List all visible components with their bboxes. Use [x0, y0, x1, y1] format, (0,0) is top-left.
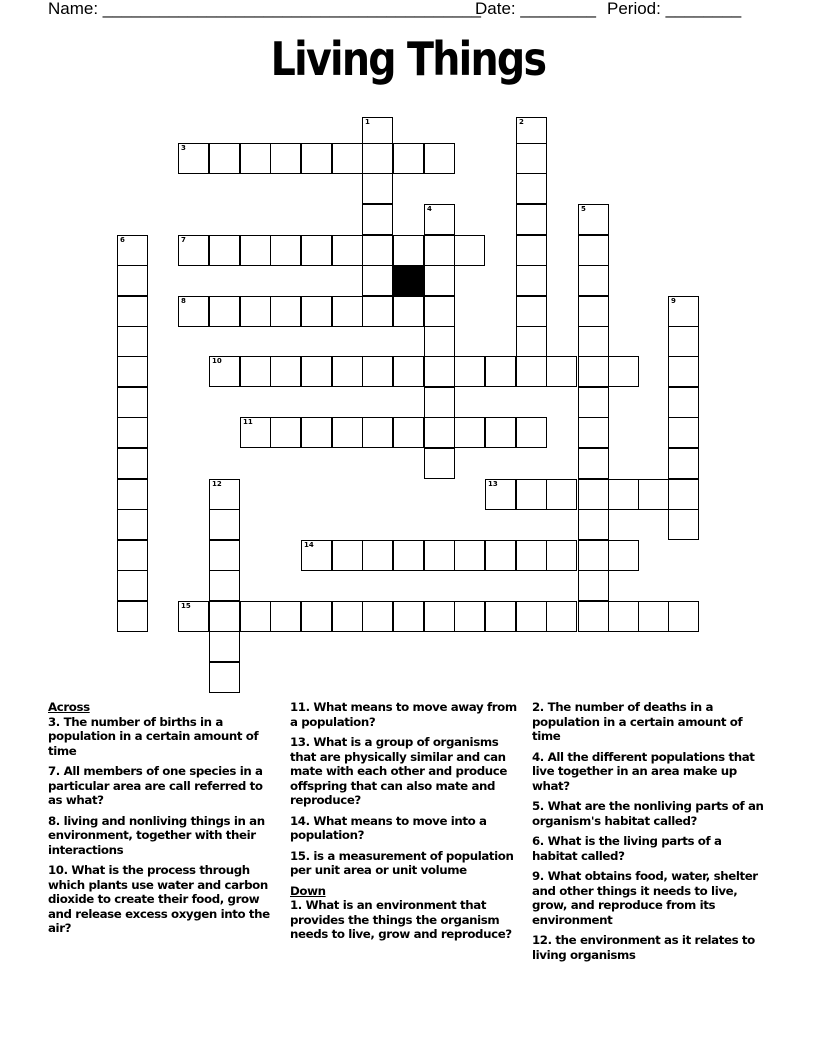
grid-cell[interactable] [485, 356, 516, 387]
grid-cell[interactable] [117, 356, 148, 387]
grid-cell[interactable] [424, 540, 455, 571]
clue-item-number: 7. [48, 764, 64, 778]
grid-cell[interactable] [332, 143, 363, 174]
clue-number: 5 [581, 205, 586, 213]
clue-number: 15 [181, 602, 191, 610]
clue-item-number: 6. [532, 834, 548, 848]
clue-item-text: All the different populations that live together in an area make up what? [532, 749, 755, 793]
grid-cell[interactable] [516, 601, 547, 632]
clue-item-number: 3. [48, 714, 64, 729]
clue-item [290, 700, 522, 729]
grid-cell[interactable] [454, 417, 485, 448]
grid-cell[interactable] [117, 387, 148, 418]
grid-cell[interactable] [332, 235, 363, 266]
grid-cell[interactable] [178, 296, 209, 327]
clue-number: 4 [427, 205, 432, 213]
grid-cell[interactable] [117, 265, 148, 296]
grid-cell[interactable] [668, 479, 699, 510]
clue-item-number: 9. [532, 869, 548, 883]
grid-cell[interactable] [332, 296, 363, 327]
grid-cell[interactable] [578, 417, 609, 448]
grid-cell[interactable] [578, 326, 609, 357]
grid-cell[interactable] [178, 601, 209, 632]
grid-cell[interactable] [301, 540, 332, 571]
grid-cell[interactable] [332, 356, 363, 387]
clue-item-number: 5. [532, 799, 548, 813]
grid-cell[interactable] [516, 296, 547, 327]
grid-cell[interactable] [485, 540, 516, 571]
clue-item [290, 849, 522, 878]
grid-cell[interactable] [668, 448, 699, 479]
clue-item [48, 764, 280, 808]
grid-cell[interactable] [270, 235, 301, 266]
grid-cell[interactable] [516, 479, 547, 510]
clue-item [532, 700, 764, 744]
clue-item-number: 11. [290, 700, 314, 714]
grid-cell[interactable] [270, 601, 301, 632]
clue-number: 14 [304, 541, 314, 549]
clue-item-text: What are the nonliving parts of an organism's habitat called? [532, 799, 764, 828]
clue-item-text: The number of deaths in a population in a certain amount of time [532, 700, 743, 743]
clue-item-text: What means to move into a population? [290, 813, 487, 842]
grid-cell[interactable] [240, 601, 271, 632]
grid-cell[interactable] [332, 601, 363, 632]
across-clue-list-continued [290, 700, 522, 878]
grid-cell[interactable] [638, 601, 669, 632]
grid-cell[interactable] [393, 356, 424, 387]
grid-cell[interactable] [516, 326, 547, 357]
clue-number: 12 [212, 480, 222, 488]
grid-cell[interactable] [393, 601, 424, 632]
across-clue-list [48, 715, 280, 936]
clue-item-text: What obtains food, water, shelter and other things it needs to live, grow, and reproduce from its environment [532, 869, 758, 927]
clue-item-number: 14. [290, 813, 314, 828]
grid-cell[interactable] [301, 143, 332, 174]
grid-cell[interactable] [209, 570, 240, 601]
grid-cell[interactable] [546, 601, 577, 632]
grid-cell[interactable] [117, 601, 148, 632]
grid-cell[interactable] [424, 417, 455, 448]
date-field-label[interactable]: Date: ________ [475, 0, 596, 18]
grid-cell[interactable] [209, 509, 240, 540]
grid-cell-blocked [393, 265, 424, 296]
grid-cell[interactable] [301, 601, 332, 632]
grid-cell[interactable] [362, 265, 393, 296]
grid-cell[interactable] [608, 540, 639, 571]
clue-item-number: 15. [290, 848, 314, 863]
grid-cell[interactable] [516, 417, 547, 448]
grid-cell[interactable] [516, 265, 547, 296]
clues-column-1 [48, 700, 280, 942]
grid-cell[interactable] [362, 235, 393, 266]
grid-cell[interactable] [362, 356, 393, 387]
clue-item [290, 735, 522, 808]
grid-cell[interactable] [117, 509, 148, 540]
grid-cell[interactable] [117, 417, 148, 448]
clue-number: 7 [181, 236, 186, 244]
grid-cell[interactable] [209, 631, 240, 662]
grid-cell[interactable] [301, 235, 332, 266]
clue-item-text: What is the living parts of a habitat called? [532, 834, 722, 863]
grid-cell[interactable] [454, 235, 485, 266]
grid-cell[interactable] [362, 296, 393, 327]
grid-cell[interactable] [424, 356, 455, 387]
grid-cell[interactable] [240, 417, 271, 448]
down-clue-list [290, 898, 522, 942]
clue-number: 13 [488, 480, 498, 488]
clue-item [532, 933, 764, 962]
clue-number: 3 [181, 144, 186, 152]
clue-item-text: What means to move away from a population? [290, 700, 517, 729]
grid-cell[interactable] [117, 540, 148, 571]
grid-cell[interactable] [578, 601, 609, 632]
grid-cell[interactable] [485, 601, 516, 632]
grid-cell[interactable] [424, 265, 455, 296]
clue-number: 6 [120, 236, 125, 244]
grid-cell[interactable] [209, 235, 240, 266]
grid-cell[interactable] [485, 479, 516, 510]
grid-cell[interactable] [516, 143, 547, 174]
grid-cell[interactable] [608, 356, 639, 387]
grid-cell[interactable] [362, 540, 393, 571]
grid-cell[interactable] [393, 417, 424, 448]
grid-cell[interactable] [178, 235, 209, 266]
clue-item-text: is a measurement of population per unit area or unit volume [290, 848, 514, 877]
grid-cell[interactable] [516, 204, 547, 235]
grid-cell[interactable] [578, 509, 609, 540]
grid-cell[interactable] [117, 326, 148, 357]
grid-cell[interactable] [668, 387, 699, 418]
grid-cell[interactable] [240, 143, 271, 174]
clue-number: 10 [212, 357, 222, 365]
period-field-label[interactable]: Period: ________ [607, 0, 742, 18]
clue-item [48, 715, 280, 759]
grid-cell[interactable] [240, 356, 271, 387]
grid-cell[interactable] [516, 356, 547, 387]
down-heading: Down [290, 883, 326, 898]
clue-item [48, 863, 280, 936]
clue-item-text: The number of births in a population in a certain amount of time [48, 714, 259, 758]
grid-cell[interactable] [578, 540, 609, 571]
clue-number: 8 [181, 297, 186, 305]
clues-column-2 [290, 700, 522, 948]
grid-cell[interactable] [516, 173, 547, 204]
grid-cell[interactable] [578, 204, 609, 235]
grid-cell[interactable] [117, 448, 148, 479]
grid-cell[interactable] [424, 387, 455, 418]
grid-cell[interactable] [424, 235, 455, 266]
clue-item [290, 814, 522, 843]
clue-number: 11 [243, 418, 253, 426]
grid-cell[interactable] [362, 143, 393, 174]
grid-cell[interactable] [301, 356, 332, 387]
grid-cell[interactable] [454, 601, 485, 632]
grid-cell[interactable] [668, 509, 699, 540]
grid-cell[interactable] [638, 479, 669, 510]
grid-cell[interactable] [362, 204, 393, 235]
grid-cell[interactable] [516, 540, 547, 571]
grid-cell[interactable] [332, 417, 363, 448]
grid-cell[interactable] [578, 448, 609, 479]
clue-item-number: 4. [532, 749, 548, 764]
grid-cell[interactable] [668, 601, 699, 632]
grid-cell[interactable] [393, 296, 424, 327]
grid-cell[interactable] [393, 235, 424, 266]
grid-cell[interactable] [209, 479, 240, 510]
clue-item [532, 750, 764, 794]
grid-cell[interactable] [209, 540, 240, 571]
grid-cell[interactable] [608, 479, 639, 510]
grid-cell[interactable] [209, 662, 240, 693]
grid-cell[interactable] [578, 356, 609, 387]
grid-cell[interactable] [424, 143, 455, 174]
clue-item-text: All members of one species in a particular area are call referred to as what? [48, 764, 263, 807]
clue-item-text: living and nonliving things in an environment, together with their interactions [48, 813, 265, 857]
clue-item-text: What is a group of organisms that are physically similar and can mate with each other and produce offspring that can also mate and reproduce? [290, 735, 507, 807]
grid-cell[interactable] [516, 235, 547, 266]
grid-cell[interactable] [117, 479, 148, 510]
down-clue-list-continued [532, 700, 764, 962]
grid-cell[interactable] [578, 296, 609, 327]
grid-cell[interactable] [178, 143, 209, 174]
clue-item [532, 834, 764, 863]
grid-cell[interactable] [393, 540, 424, 571]
grid-cell[interactable] [668, 356, 699, 387]
clue-item [290, 898, 522, 942]
grid-cell[interactable] [578, 570, 609, 601]
page-title: Living Things [270, 32, 546, 86]
grid-cell[interactable] [424, 296, 455, 327]
grid-cell[interactable] [117, 235, 148, 266]
clue-number: 2 [519, 118, 524, 126]
grid-cell[interactable] [270, 417, 301, 448]
clue-item-text: the environment as it relates to living organisms [532, 933, 755, 962]
clue-item-text: What is the process through which plants use water and carbon dioxide to create their food, grow and release excess oxygen into the air? [48, 863, 270, 935]
grid-cell[interactable] [578, 235, 609, 266]
grid-cell[interactable] [301, 417, 332, 448]
grid-cell[interactable] [546, 540, 577, 571]
grid-cell[interactable] [424, 326, 455, 357]
grid-cell[interactable] [424, 204, 455, 235]
grid-cell[interactable] [578, 265, 609, 296]
grid-cell[interactable] [301, 296, 332, 327]
grid-cell[interactable] [209, 356, 240, 387]
clue-item-number: 8. [48, 813, 64, 828]
clue-item-number: 10. [48, 863, 72, 877]
grid-cell[interactable] [485, 417, 516, 448]
across-heading: Across [48, 700, 90, 714]
grid-cell[interactable] [209, 296, 240, 327]
grid-cell[interactable] [270, 143, 301, 174]
clue-item [48, 814, 280, 858]
clue-number: 9 [671, 297, 676, 305]
grid-cell[interactable] [240, 296, 271, 327]
grid-cell[interactable] [117, 296, 148, 327]
grid-cell[interactable] [578, 479, 609, 510]
grid-cell[interactable] [546, 356, 577, 387]
clue-item-number: 1. [290, 898, 306, 912]
grid-cell[interactable] [362, 173, 393, 204]
grid-cell[interactable] [424, 601, 455, 632]
grid-cell[interactable] [117, 570, 148, 601]
name-field-label[interactable]: Name: ________________________________________ [48, 0, 481, 18]
grid-cell[interactable] [546, 479, 577, 510]
grid-cell[interactable] [209, 601, 240, 632]
clue-item-number: 13. [290, 735, 314, 749]
grid-cell[interactable] [668, 296, 699, 327]
grid-cell[interactable] [270, 356, 301, 387]
grid-cell[interactable] [240, 235, 271, 266]
clue-number: 1 [365, 118, 370, 126]
grid-cell[interactable] [209, 143, 240, 174]
grid-cell[interactable] [332, 540, 363, 571]
clue-item-number: 2. [532, 700, 548, 714]
grid-cell[interactable] [608, 601, 639, 632]
clue-item-text: What is an environment that provides the things the organism needs to live, grow and reproduce? [290, 898, 512, 941]
grid-cell[interactable] [454, 540, 485, 571]
grid-cell[interactable] [454, 356, 485, 387]
clues-column-3 [532, 700, 764, 968]
grid-cell[interactable] [424, 448, 455, 479]
clue-item [532, 869, 764, 927]
grid-cell[interactable] [668, 326, 699, 357]
clue-item-number: 12. [532, 933, 556, 947]
grid-cell[interactable] [578, 387, 609, 418]
grid-cell[interactable] [668, 417, 699, 448]
grid-cell[interactable] [393, 143, 424, 174]
grid-cell[interactable] [362, 601, 393, 632]
clue-item [532, 799, 764, 828]
grid-cell[interactable] [362, 417, 393, 448]
grid-cell[interactable] [270, 296, 301, 327]
